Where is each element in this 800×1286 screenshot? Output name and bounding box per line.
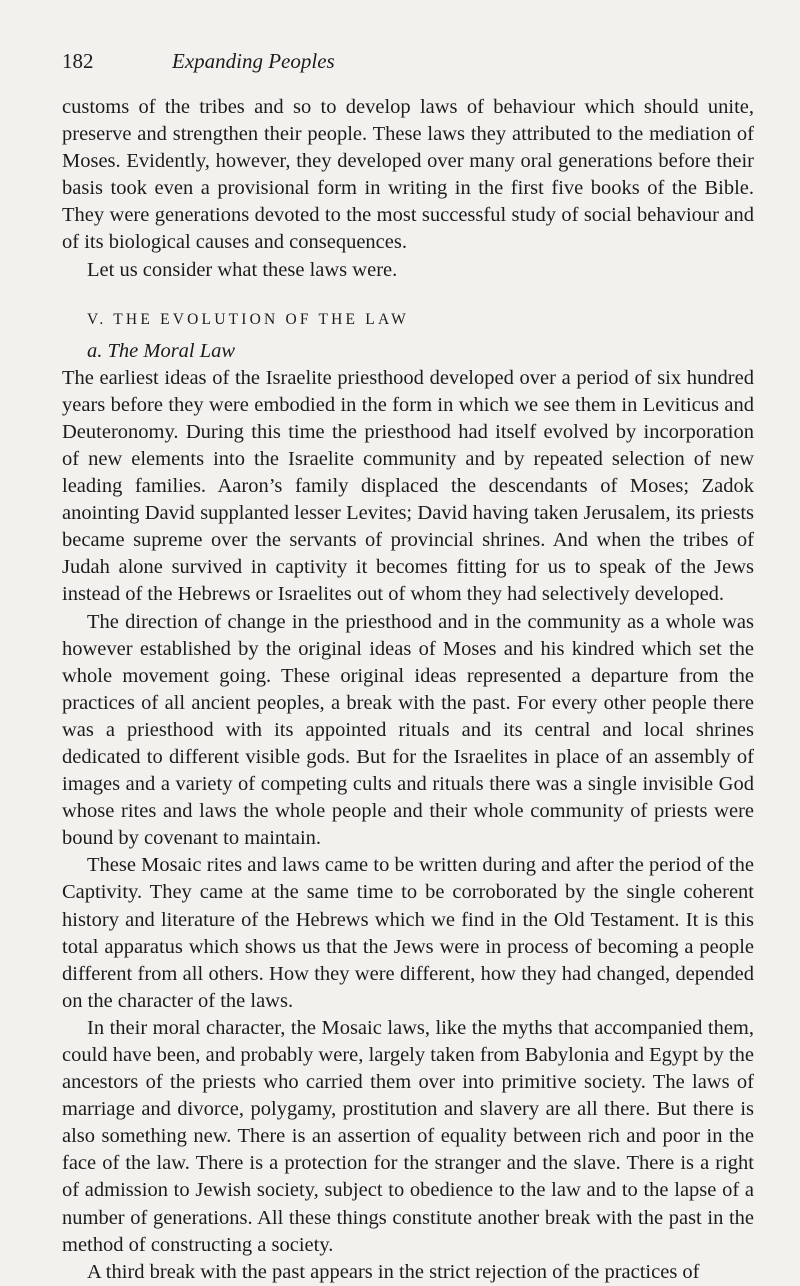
body-paragraph: In their moral character, the Mosaic laws, like the myths that accompanied them, could have been, and probably were, largely taken from Babylonia and Egypt by the ancestors of the priests who carried them over into primitive society. The laws of marriage and divorce, polygamy, prostitution and slavery are all there. But there is also something new. There is an assertion of equality between rich and poor in the face of the law. There is a protection for the stranger and the slave. There is a right of admission to Jewish society, subject to obedience to the law and to the lapse of a number of generations. All these things constitute another break with the past in the method of constructing a society. — [62, 1016, 754, 1256]
body-paragraph: A third break with the past appears in the strict rejection of the practices of — [87, 1260, 700, 1283]
body-paragraph: These Mosaic rites and laws came to be written during and after the period of the Captivity. They came at the same time to be corroborated by the single coherent history and literature of the Hebrews which we find in the Old Testament. It is this total apparatus which shows us that the Jews were in process of becoming a people different from all others. How they were different, how they had changed, depended on the character of the laws. — [62, 854, 754, 1012]
book-page — [62, 48, 754, 1286]
page-number: 182 — [62, 49, 94, 73]
body-paragraph: Let us consider what these laws were. — [87, 258, 398, 281]
running-head — [62, 48, 754, 74]
subsection-heading: a. The Moral Law — [87, 339, 236, 362]
body-paragraph: customs of the tribes and so to develop laws of behaviour which should unite, preserve and strengthen their people. These laws they attributed to the mediation of Moses. Evidently, however, they developed over many oral generations before their basis took even a provisional form in writing in the first five books of the Bible. They were generations devoted to the most successful study of social behaviour and of its biological causes and consequences. — [62, 96, 754, 254]
section-heading: V. THE EVOLUTION OF THE LAW — [87, 310, 409, 328]
body-paragraph: The direction of change in the priesthood and in the community as a whole was however established by the original ideas of Moses and his kindred which set the whole movement going. These original ideas represented a departure from the practices of all ancient peoples, a break with the past. For every other people there was a priesthood with its appointed rituals and its central and local shrines dedicated to different visible gods. But for the Israelites in place of an assembly of images and a variety of competing cults and rituals there was a single invisible God whose rites and laws the whole people and their whole community of priests were bound by covenant to maintain. — [62, 610, 754, 850]
body-paragraph: The earliest ideas of the Israelite priesthood developed over a period of six hundred years before they were embodied in the form in which we see them in Leviticus and Deuteronomy. During this time the priesthood had itself evolved by incorporation of new elements into the Israelite community and by repeated selection of new leading families. Aaron’s family displaced the descendants of Moses; Zadok anointing David supplanted lesser Levites; David having taken Jerusalem, its priests became supreme over the servants of provincial shrines. And when the tribes of Judah alone survived in captivity it becomes fitting for us to speak of the Jews instead of the Hebrews or Israelites out of whom they had selectively developed. — [62, 366, 754, 606]
running-title: Expanding Peoples — [172, 49, 335, 73]
